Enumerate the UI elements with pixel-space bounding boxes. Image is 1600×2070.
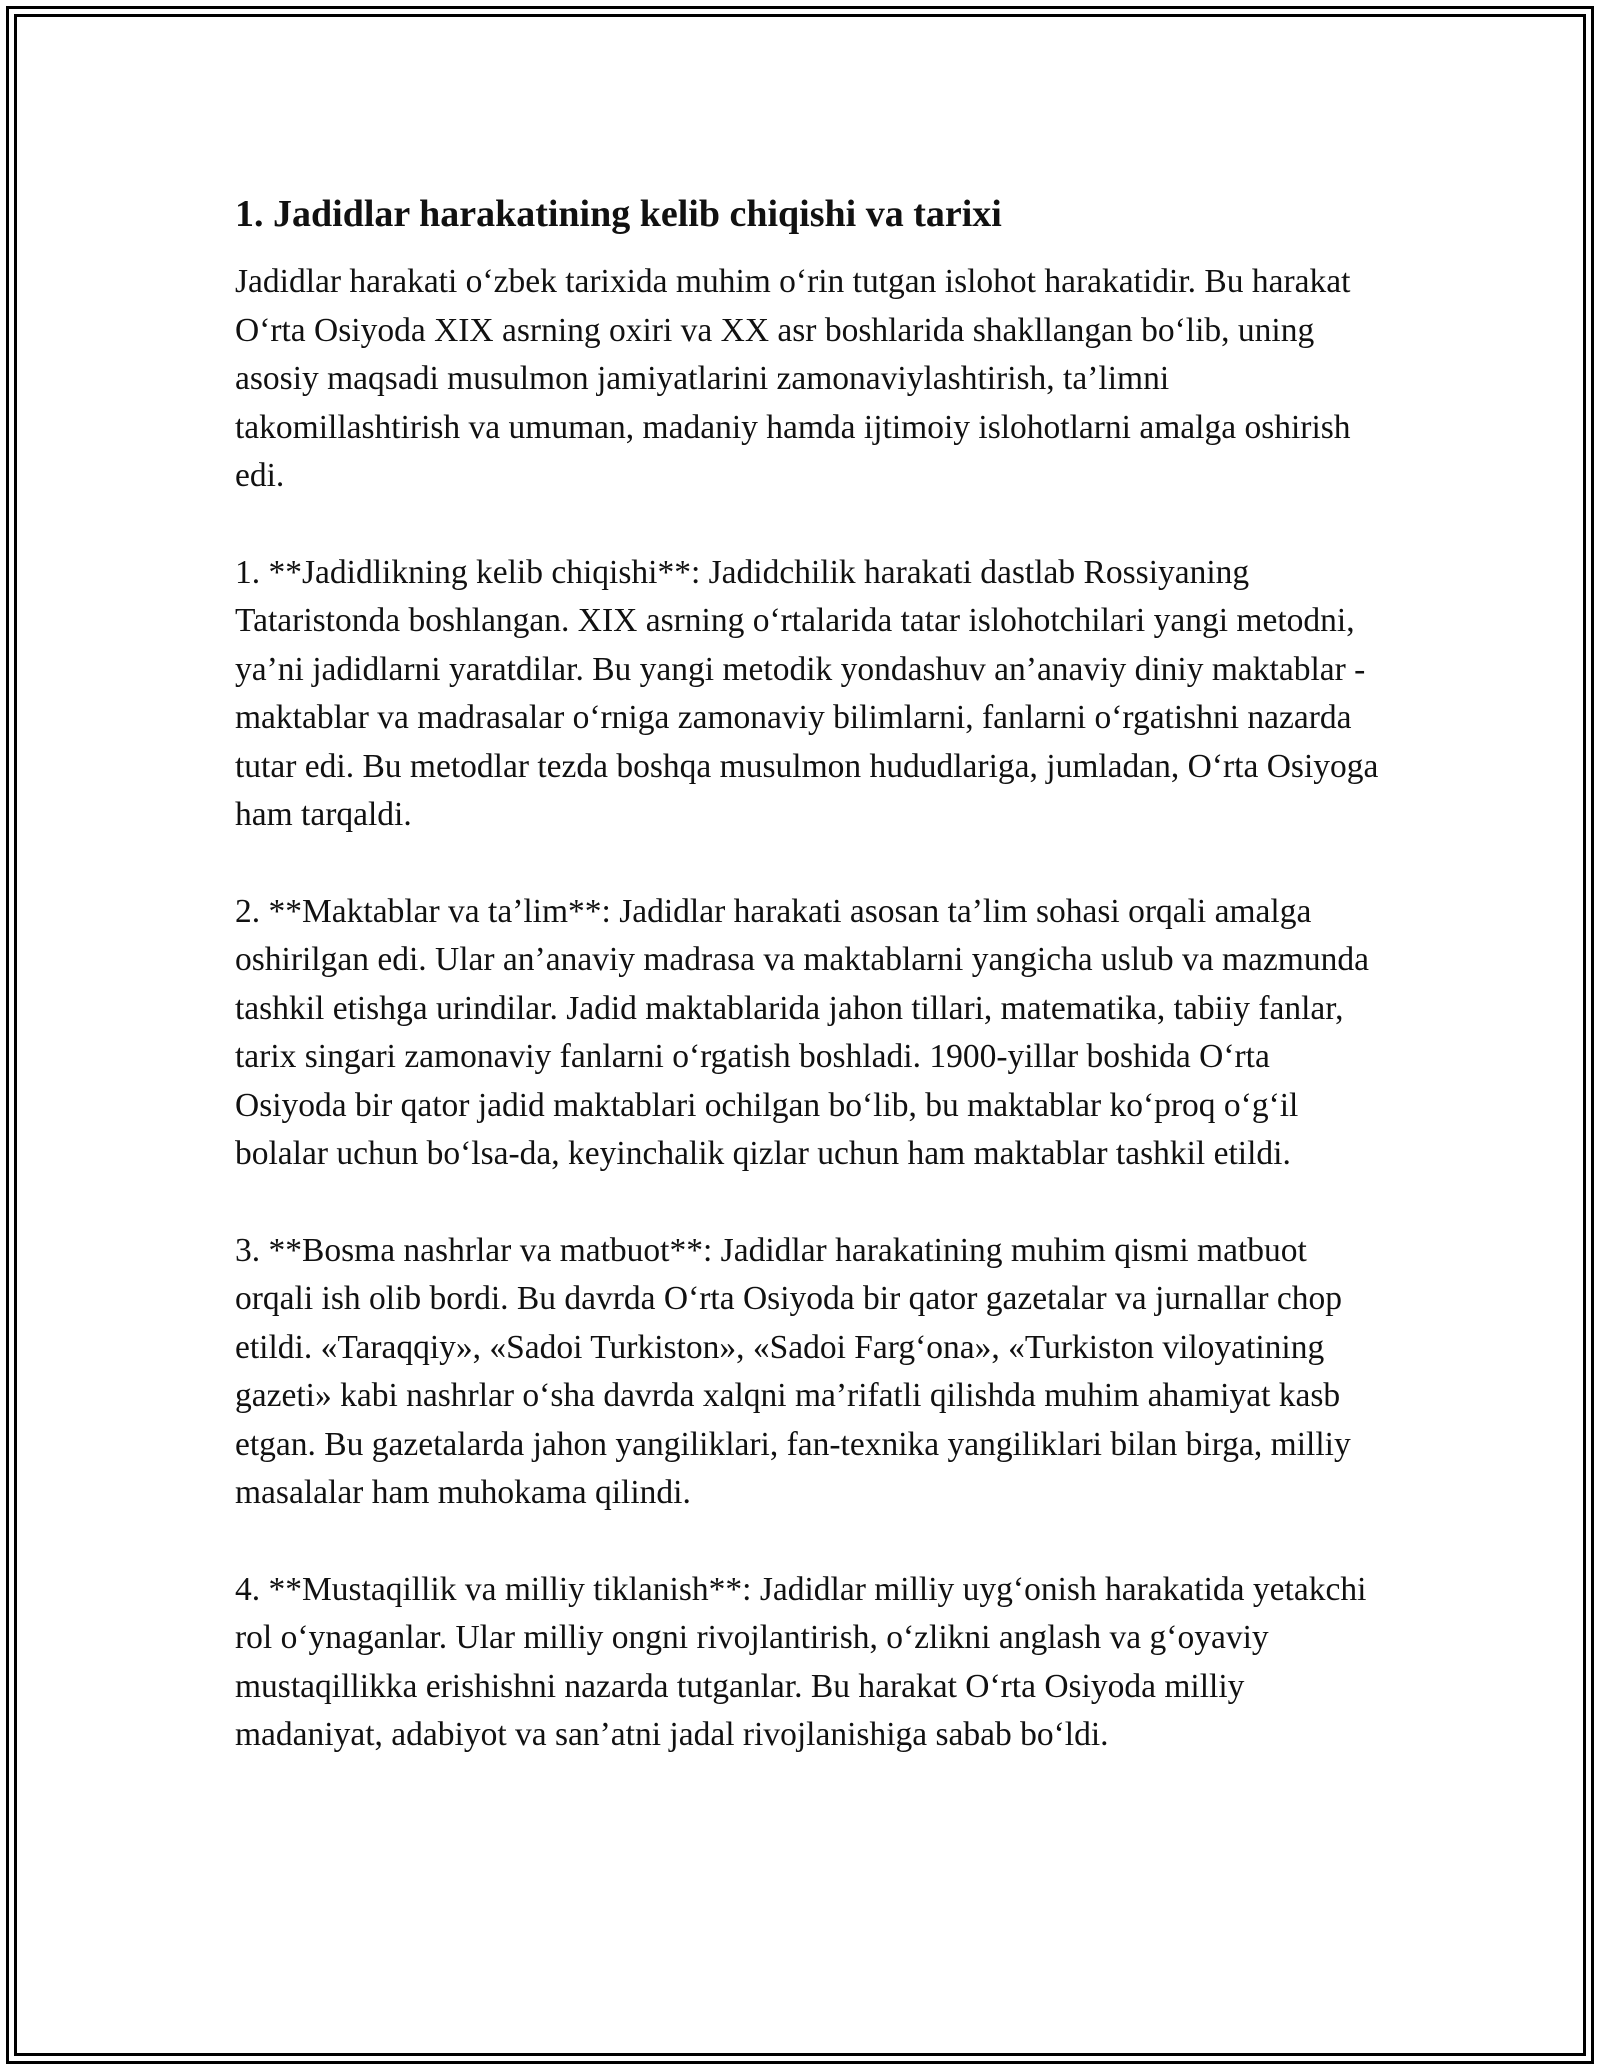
paragraph-national-revival: 4. **Mustaqillik va milliy tiklanish**: Jadidlar milliy uyg‘onish harakatida yetakchi rol o‘ynaganlar. Ular milliy ongni rivojlantirish, o‘zlikni anglash va g‘oyaviy mustaqillikka erishishni nazarda tutganlar. Bu harakat O‘rta Osiyoda milliy madaniyat, adabiyot va san’atni jadal rivojlanishiga sabab bo‘ldi. <box>235 1570 1367 1753</box>
paragraph-schools-education: 2. **Maktablar va ta’lim**: Jadidlar harakati asosan ta’lim sohasi orqali amalga oshirilgan edi. Ular an’anaviy madrasa va maktablarni yangicha uslub va mazmunda tashkil etishga urindilar. Jadid maktablarida jahon tillari, matematika, tabiiy fanlar, tarix singari zamonaviy fanlarni o‘rgatish boshladi. 1900-yillar boshida O‘rta Osiyoda bir qator jadid maktablari ochilgan bo‘lib, bu maktablar ko‘proq o‘g‘il bolalar uchun bo‘lsa-da, keyinchalik qizlar uchun ham maktablar tashkil etildi. <box>235 892 1369 1172</box>
paragraph-intro: Jadidlar harakati o‘zbek tarixida muhim o‘rin tutgan islohot harakatidir. Bu harakat O‘rta Osiyoda XIX asrning oxiri va XX asr boshlarida shakllangan bo‘lib, uning asosiy maqsadi musulmon jamiyatlarini zamonaviylashtirish, ta’limni takomillashtirish va umuman, madaniy hamda ijtimoiy islohotlarni amalga oshirish edi. <box>235 263 1351 494</box>
section-heading: 1. Jadidlar harakatining kelib chiqishi va tarixi <box>235 193 1002 235</box>
document-body <box>235 188 1385 1808</box>
paragraph-press: 3. **Bosma nashrlar va matbuot**: Jadidlar harakatining muhim qismi matbuot orqali ish olib bordi. Bu davrda O‘rta Osiyoda bir qator gazetalar va jurnallar chop etildi. «Taraqqiy», «Sadoi Turkiston», «Sadoi Farg‘ona», «Turkiston viloyatining gazeti» kabi nashrlar o‘sha davrda xalqni ma’rifatli qilishda muhim ahamiyat kasb etgan. Bu gazetalarda jahon yangiliklari, fan-texnika yangiliklari bilan birga, milliy masalalar ham muhokama qilindi. <box>235 1231 1351 1511</box>
paragraph-jadidism-origin: 1. **Jadidlikning kelib chiqishi**: Jadidchilik harakati dastlab Rossiyaning Tataristonda boshlangan. XIX asrning o‘rtalarida tatar islohotchilari yangi metodni, ya’ni jadidlarni yaratdilar. Bu yangi metodik yondashuv an’anaviy diniy maktablar - maktablar va madrasalar o‘rniga zamonaviy bilimlarni, fanlarni o‘rgatishni nazarda tutar edi. Bu metodlar tezda boshqa musulmon hududlariga, jumladan, O‘rta Osiyoga ham tarqaldi. <box>235 553 1379 833</box>
